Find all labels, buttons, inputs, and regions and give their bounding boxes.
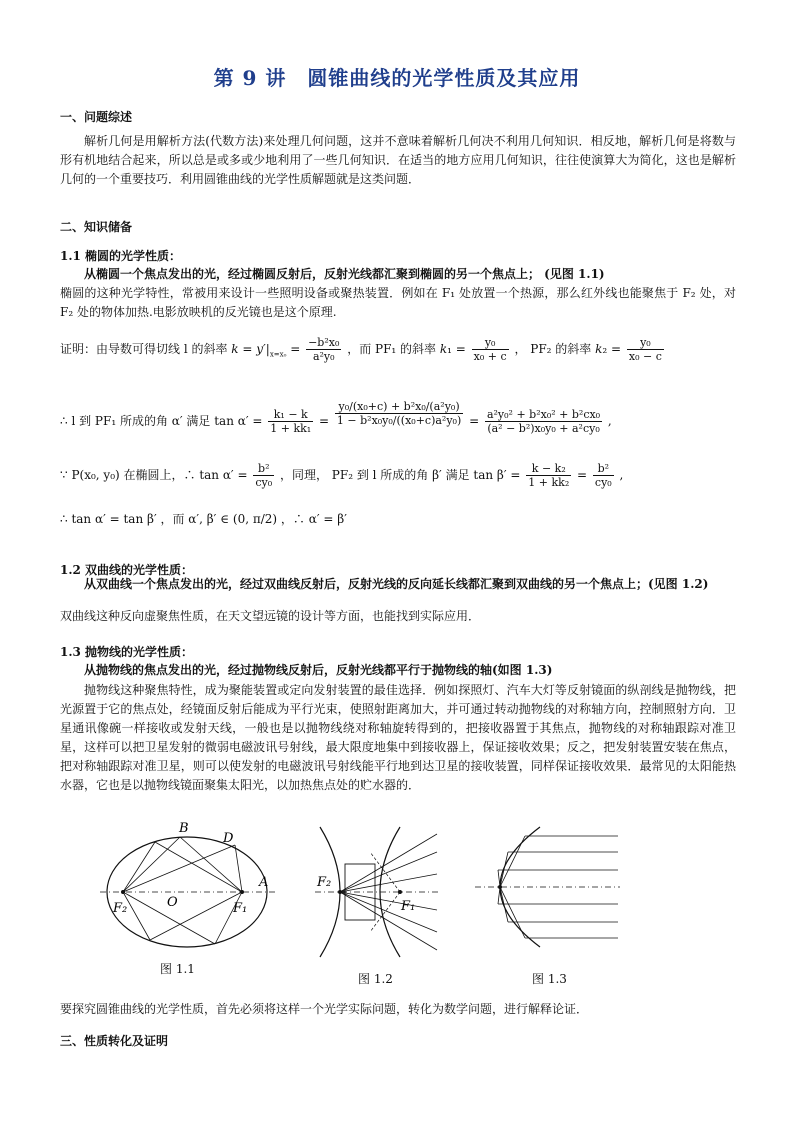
proof-line-2: ∴ l 到 PF₁ 所成的角 α′ 满足 tan α′ = $\frac{\text{k₁ − k}}{\text{1 + kk₁}}$ = $\frac{\text{y₀/(x₀+c) + b²x₀/(a²y₀)}}{\text{1 − b²x₀y₀/((x₀+c)a²y₀)}}$ = $\frac{\text{a²y₀² + b²x₀² + b²cx₀}}{\text{(a² − b²)x₀y₀ + a²cy₀}}$ , bbox=[60, 400, 612, 435]
section-3-heading: 三、性质转化及证明 bbox=[60, 1034, 169, 1048]
proof-line-4: ∴ tan α′ = tan β′ ，而 α′, β′ ∈ (0, π/2) ，∴ α′ = β′ bbox=[60, 512, 347, 526]
proof-line-3: ∵ P(x₀, y₀) 在椭圆上，∴ tan α′ = $\frac{\text{b²}}{\text{cy₀}}$ ，同理， PF₂ 到 l 所成的角 β′ 满足 tan β′ = $\frac{\text{k − k₂}}{\text{1 + kk₂}}$ = $\frac{\text{b²}}{\text{cy₀}}$ , bbox=[60, 462, 624, 489]
parabola-statement: 从抛物线的焦点发出的光，经过抛物线反射后，反射光线都平行于抛物线的轴(如图 1.3) bbox=[84, 663, 553, 677]
hyperbola-heading: 1.2 双曲线的光学性质： bbox=[60, 563, 194, 577]
figure-1-caption: 图 1.1 bbox=[160, 962, 195, 976]
figure-3-caption: 图 1.3 bbox=[532, 972, 567, 986]
ellipse-statement: 从椭圆一个焦点发出的光，经过椭圆反射后，反射光线都汇聚到椭圆的另一个焦点上； (见图 1.1) bbox=[84, 267, 605, 281]
parabola-heading: 1.3 抛物线的光学性质： bbox=[60, 645, 194, 659]
section-2-heading: 二、知识储备 bbox=[60, 220, 133, 234]
figure-ellipse bbox=[95, 820, 280, 955]
figure-2-caption: 图 1.2 bbox=[358, 972, 393, 986]
proof-line-1-text-c: ， PF₂ 的斜率 bbox=[514, 342, 592, 356]
page-title: 第 9 讲 圆锥曲线的光学性质及其应用 bbox=[213, 66, 581, 90]
figure-parabola bbox=[470, 822, 620, 952]
closing-paragraph: 要探究圆锥曲线的光学性质，首先必须将这样一个光学实际问题，转化为数学问题，进行解释论证． bbox=[60, 1002, 589, 1016]
figure-hyperbola bbox=[315, 822, 440, 962]
proof-line-1: 证明：由导数可得切线 l 的斜率 $k = y'|_{x=x_0}$ = $\frac{\text{−b²x₀}}{\text{a²y₀}}$ ，而 PF₁ 的斜率 k₁ = $\frac{\text{y₀}}{\text{x₀ + c}}$ ， PF₂ 的斜率 k₂ = $\frac{\text{y₀}}{\text{x₀ − c}}$ bbox=[60, 336, 662, 363]
label-A: A bbox=[259, 875, 269, 890]
proof-line-1-text-b: ，而 PF₁ 的斜率 bbox=[347, 342, 437, 356]
proof-line-3-text-b: ，同理， PF₂ 到 l 所成的角 β′ 满足 tan β′ = bbox=[279, 468, 521, 482]
label-F1: F₁ bbox=[401, 899, 416, 914]
label-D: D bbox=[223, 831, 234, 846]
proof-line-1-text-a: 证明：由导数可得切线 l 的斜率 bbox=[60, 342, 228, 356]
hyperbola-statement: 从双曲线一个焦点发出的光，经过双曲线反射后，反射光线的反向延长线都汇聚到双曲线的另一个焦点上；(见图 1.2) bbox=[84, 577, 709, 591]
proof-line-3-text-a: ∵ P(x₀, y₀) 在椭圆上，∴ tan α′ = bbox=[60, 468, 248, 482]
label-B: B bbox=[179, 821, 189, 836]
section-1-paragraph: 解析几何是用解析方法(代数方法)来处理几何问题，这并不意味着解析几何决不利用几何知识．相反地，解析几何是将数与形有机地结合起来，所以总是或多或少地利用了一些几何知识．在适当的地方应用几何知识，往往使演算大为简化，这也是解析几何的一个重要技巧．利用圆锥曲线的光学性质解题就是这类问题． bbox=[60, 134, 736, 186]
parabola-paragraph: 抛物线这种聚焦特性，成为聚能装置或定向发射装置的最佳选择．例如探照灯、汽车大灯等反射镜面的纵剖线是抛物线，把光源置于它的焦点处，经镜面反射后能成为平行光束，使照射距离加大，并可通过转动抛物线的对称轴方向，控制照射方向．卫星通讯像碗一样接收或发射天线，一般也是以抛物线绕对称轴旋转得到的，把接收器置于其焦点，抛物线的对称轴跟踪对准卫星，这样可以把卫星发射的微弱电磁波讯号射线，最大限度地集中到接收器上，保证接收效果；反之，把发射装置安装在焦点，把对称轴跟踪对准卫星，则可以使发射的电磁波讯号射线能平行地到达卫星的接收装置，同样保证接收效果．最常见的太阳能热水器，它也是以抛物线镜面聚集太阳光，以加热焦点处的贮水器的． bbox=[60, 683, 736, 792]
label-O: O bbox=[167, 895, 178, 910]
ellipse-heading: 1.1 椭圆的光学性质： bbox=[60, 249, 182, 263]
label-F2: F₂ bbox=[317, 875, 332, 890]
hyperbola-paragraph: 双曲线这种反向虚聚焦性质，在天文望远镜的设计等方面，也能找到实际应用． bbox=[60, 609, 481, 623]
ellipse-paragraph: 椭圆的这种光学特性，常被用来设计一些照明设备或聚热装置．例如在 F₁ 处放置一个热源，那么红外线也能聚焦于 F₂ 处，对 F₂ 处的物体加热.电影放映机的反光镜也是这个原理. bbox=[60, 286, 736, 319]
label-F1: F₁ bbox=[233, 901, 248, 916]
proof-line-2-text: ∴ l 到 PF₁ 所成的角 α′ 满足 tan α′ = bbox=[60, 414, 263, 428]
section-1-heading: 一、问题综述 bbox=[60, 110, 133, 124]
label-F2: F₂ bbox=[113, 901, 128, 916]
